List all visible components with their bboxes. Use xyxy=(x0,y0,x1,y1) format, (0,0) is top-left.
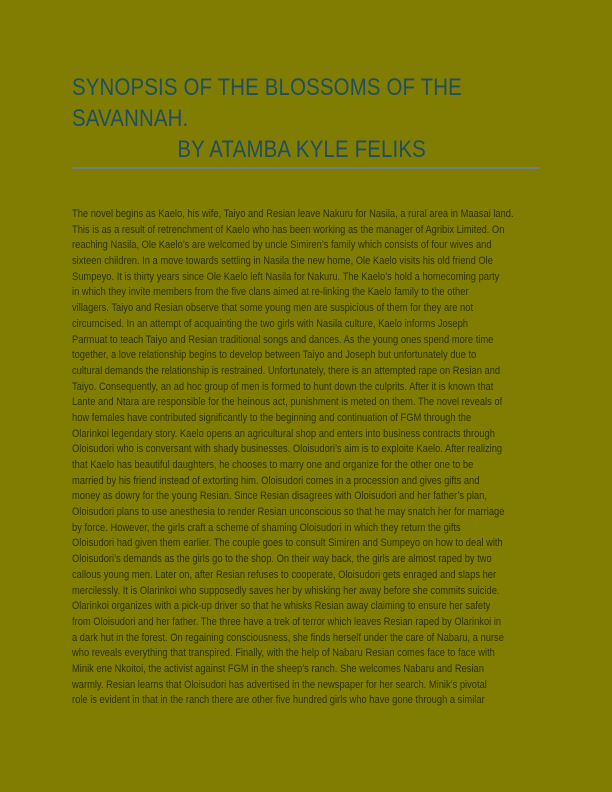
synopsis-line: from Oloisudori and her father. The three have a trek of terror which leaves Resian raped by Olarinkoi in xyxy=(72,615,502,628)
synopsis-line: in which they invite members from the five clans aimed at re-linking the Kaelo family to the other xyxy=(72,286,469,299)
synopsis-line: The novel begins as Kaelo, his wife, Taiyo and Resian leave Nakuru for Nasila, a rural area in Maasai land. xyxy=(72,208,514,220)
synopsis-line: by force. However, the girls craft a scheme of shaming Oloisudori in which they return the gifts xyxy=(72,521,461,534)
title-line-1: SYNOPSIS OF THE BLOSSOMS OF THE xyxy=(72,74,462,101)
synopsis-line: cultural demands the relationship is restrained. Unfortunately, there is an attempted rape on Resian and xyxy=(72,364,501,377)
synopsis-line: villagers. Taiyo and Resian observe that some young men are suspicious of them for they are not xyxy=(72,302,474,315)
byline: BY ATAMBA KYLE FELIKS xyxy=(177,136,426,163)
synopsis-line: circumcised. In an attempt of acquainting the two girls with Nasila culture, Kaelo informs Joseph xyxy=(72,317,469,330)
synopsis-line: warmly. Resian learns that Oloisudori has advertised in the newspaper for her search. Minik’s pivotal xyxy=(72,678,487,691)
synopsis-line: Oloisudori who is conversant with shady businesses. Oloisudori’s aim is to exploite Kaelo. After realizing xyxy=(72,443,503,456)
synopsis-line: married by his friend instead of extorting him. Oloisudori comes in a procession and gives gifts and xyxy=(72,474,480,487)
synopsis-line: Oloisudori had given them earlier. The couple goes to consult Simiren and Sumpeyo on how to deal with xyxy=(72,537,503,550)
synopsis-paragraph xyxy=(72,207,540,709)
synopsis-line: This is as a result of retrenchment of Kaelo who has been working as the manager of Agribix Limited. On xyxy=(72,223,505,236)
synopsis-line: Minik ene Nkoitoi, the activist against FGM in the sheep’s ranch. She welcomes Nabaru and Resian xyxy=(72,662,484,675)
synopsis-line: Parmuat to teach Taiyo and Resian traditional songs and dances. As the young ones spend more time xyxy=(72,333,494,346)
title-line-2: SAVANNAH. xyxy=(72,105,189,132)
synopsis-line: mercilessly. It is Olarinkoi who supposedly saves her by whisking her away before she commits suicide. xyxy=(72,584,500,597)
synopsis-line: who reveals everything that transpired. Finally, with the help of Nabaru Resian comes face to face with xyxy=(72,647,495,660)
synopsis-line: a dark hut in the forest. On regaining consciousness, she finds herself under the care of Nabaru, a nurse xyxy=(72,631,504,644)
synopsis-line: Olarinkoi organizes with a pick-up driver so that he whisks Resian away claiming to ensure her safety xyxy=(72,600,491,613)
synopsis-line: Olarinkoi legendary story. Kaelo opens an agricultural shop and enters into business contracts through xyxy=(72,427,495,440)
synopsis-line: Lante and Ntara are responsible for the heinous act, punishment is meted on them. The novel reveals of xyxy=(72,396,503,409)
synopsis-line: together, a love relationship begins to develop between Taiyo and Joseph but unfortunately due to xyxy=(72,349,477,362)
synopsis-line: Oloisudori plans to use anesthesia to render Resian unconscious so that he may snatch her for marriage xyxy=(72,506,505,519)
synopsis-line: money as dowry for the young Resian. Since Resian disagrees with Oloisudori and her father’s plan, xyxy=(72,490,487,503)
title-divider xyxy=(72,167,540,169)
synopsis-line: Sumpeyo. It is thirty years since Ole Kaelo left Nasila for Nakuru. The Kaelo’s hold a homecoming party xyxy=(72,270,500,283)
synopsis-line: callous young men. Later on, after Resian refuses to cooperate, Oloisudori gets enraged and slaps her xyxy=(72,568,497,581)
synopsis-line: Oloisudori’s demands as the girls go to the shop. On their way back, the girls are almost raped by two xyxy=(72,553,492,566)
synopsis-line: role is evident in that in the ranch there are other five hundred girls who have gone through a similar xyxy=(72,694,485,707)
synopsis-line: how females have contributed significantly to the beginning and continuation of FGM through the xyxy=(72,411,472,424)
synopsis-line: Taiyo. Consequently, an ad hoc group of men is formed to hunt down the culprits. After it is known that xyxy=(72,380,494,393)
page-title xyxy=(72,72,548,165)
synopsis-line: sixteen children. In a move towards settling in Nasila the new home, Ole Kaelo visits his old friend Ole xyxy=(72,255,493,268)
synopsis-line: reaching Nasila, Ole Kaelo’s are welcomed by uncle Simiren’s family which consists of four wives and xyxy=(72,239,492,252)
synopsis-line: that Kaelo has beautiful daughters, he chooses to marry one and organize for the other one to be xyxy=(72,459,474,471)
